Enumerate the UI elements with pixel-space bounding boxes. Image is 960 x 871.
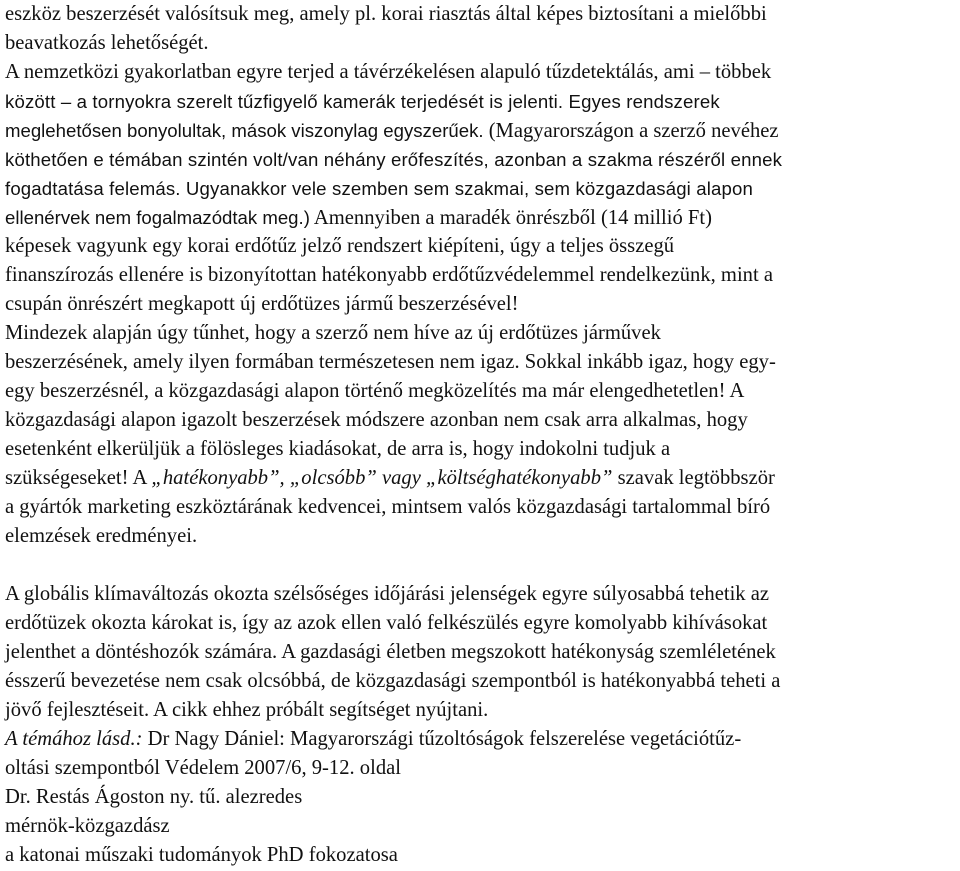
text-line: fogadtatása felemás. Ugyanakkor vele szemben sem szakmai, sem közgazdasági alapon xyxy=(5,178,754,199)
author-title: mérnök-közgazdász xyxy=(5,815,170,837)
paragraph-gap xyxy=(5,551,956,580)
text-segment: szükségeseket! A xyxy=(5,467,152,489)
paragraph-author-view xyxy=(5,319,956,551)
text-line: finanszírozás ellenére is bizonyítottan hatékonyabb erdőtűzvédelemmel rendelkezünk, mint a xyxy=(5,264,773,286)
paragraph-remote-sensing xyxy=(5,58,956,319)
author-name: Dr. Restás Ágoston ny. tű. alezredes xyxy=(5,786,303,808)
reference-text: Dr Nagy Dániel: Magyarországi tűzoltóságok felszerelése vegetációtűz- xyxy=(142,728,742,750)
text-line: egy beszerzésnél, a közgazdasági alapon történő megközelítés ma már elengedhetetlen! A xyxy=(5,380,745,402)
text-line: elemzések eredményei. xyxy=(5,525,198,547)
text-line xyxy=(5,464,956,493)
text-line: beszerzésének, amely ilyen formában természetesen nem igaz. Sokkal inkább igaz, hogy egy- xyxy=(5,351,776,373)
text-line: jelenthet a döntéshozók számára. A gazdasági életben megszokott hatékonyság szemléletének xyxy=(5,641,776,663)
text-line: jövő fejlesztéseit. A cikk ehhez próbált segítséget nyújtani. xyxy=(5,699,489,721)
text-line: erdőtüzek okozta károkat is, így az azok ellen való felkészülés egyre komolyabb kihívásokat xyxy=(5,612,768,634)
text-line: közgazdasági alapon igazolt beszerzések módszere azonban nem csak arra alkalmas, hogy xyxy=(5,409,748,431)
reference xyxy=(5,725,956,783)
author-degree: a katonai műszaki tudományok PhD fokozatosa xyxy=(5,844,398,866)
text-line: A nemzetközi gyakorlatban egyre terjed a távérzékelésen alapuló tűzdetektálás, ami – többek xyxy=(5,61,772,83)
text-line: csupán önrészért megkapott új erdőtüzes jármű beszerzésével! xyxy=(5,293,519,315)
paragraph-intro-end xyxy=(5,0,956,58)
text-line: esetenként elkerüljük a fölösleges kiadásokat, de arra is, hogy indokolni tudjuk a xyxy=(5,438,671,460)
text-segment: (Magyarországon a szerző nevéhez xyxy=(488,120,779,142)
text-line xyxy=(5,203,956,232)
text-line: képesek vagyunk egy korai erdőtűz jelző rendszert kiépíteni, úgy a teljes összegű xyxy=(5,235,675,257)
text-line: a gyártók marketing eszköztárának kedvencei, mintsem valós közgazdasági tartalommal bíró xyxy=(5,496,771,518)
text-line: A globális klímaváltozás okozta szélsőséges időjárási jelenségek egyre súlyosabbá tehetik az xyxy=(5,583,770,605)
text-line: eszköz beszerzését valósítsuk meg, amely pl. korai riasztás által képes biztosítani a mielőbbi xyxy=(5,3,767,25)
paragraph-climate xyxy=(5,580,956,725)
text-segment: meglehetősen bonyolultak, mások viszonylag egyszerűek. xyxy=(5,120,484,141)
author-signature xyxy=(5,783,956,870)
text-line: beavatkozás lehetőségét. xyxy=(5,32,209,54)
text-line xyxy=(5,116,956,145)
text-segment: szavak legtöbbször xyxy=(612,467,775,489)
text-segment: Amennyiben a maradék önrészből (14 millió Ft) xyxy=(313,207,712,229)
text-line xyxy=(5,725,956,754)
text-line: Mindezek alapján úgy tűnhet, hogy a szerző nem híve az új erdőtüzes járművek xyxy=(5,322,661,344)
text-segment: ellenérvek nem fogalmazódtak meg.) xyxy=(5,207,310,228)
text-line: ésszerű bevezetése nem csak olcsóbbá, de közgazdasági szempontból is hatékonyabbá teheti a xyxy=(5,670,781,692)
text-line: oltási szempontból Védelem 2007/6, 9-12. oldal xyxy=(5,757,401,779)
italic-terms: „hatékonyabb”, „olcsóbb” vagy „költséghatékonyabb” xyxy=(151,467,613,489)
text-line: között – a tornyokra szerelt tűzfigyelő kamerák terjedését is jelenti. Egyes rendszerek xyxy=(5,91,720,112)
reference-label: A témához lásd.: xyxy=(5,728,143,750)
text-line: köthetően e témában szintén volt/van néhány erőfeszítés, azonban a szakma részéről ennek xyxy=(5,149,783,170)
